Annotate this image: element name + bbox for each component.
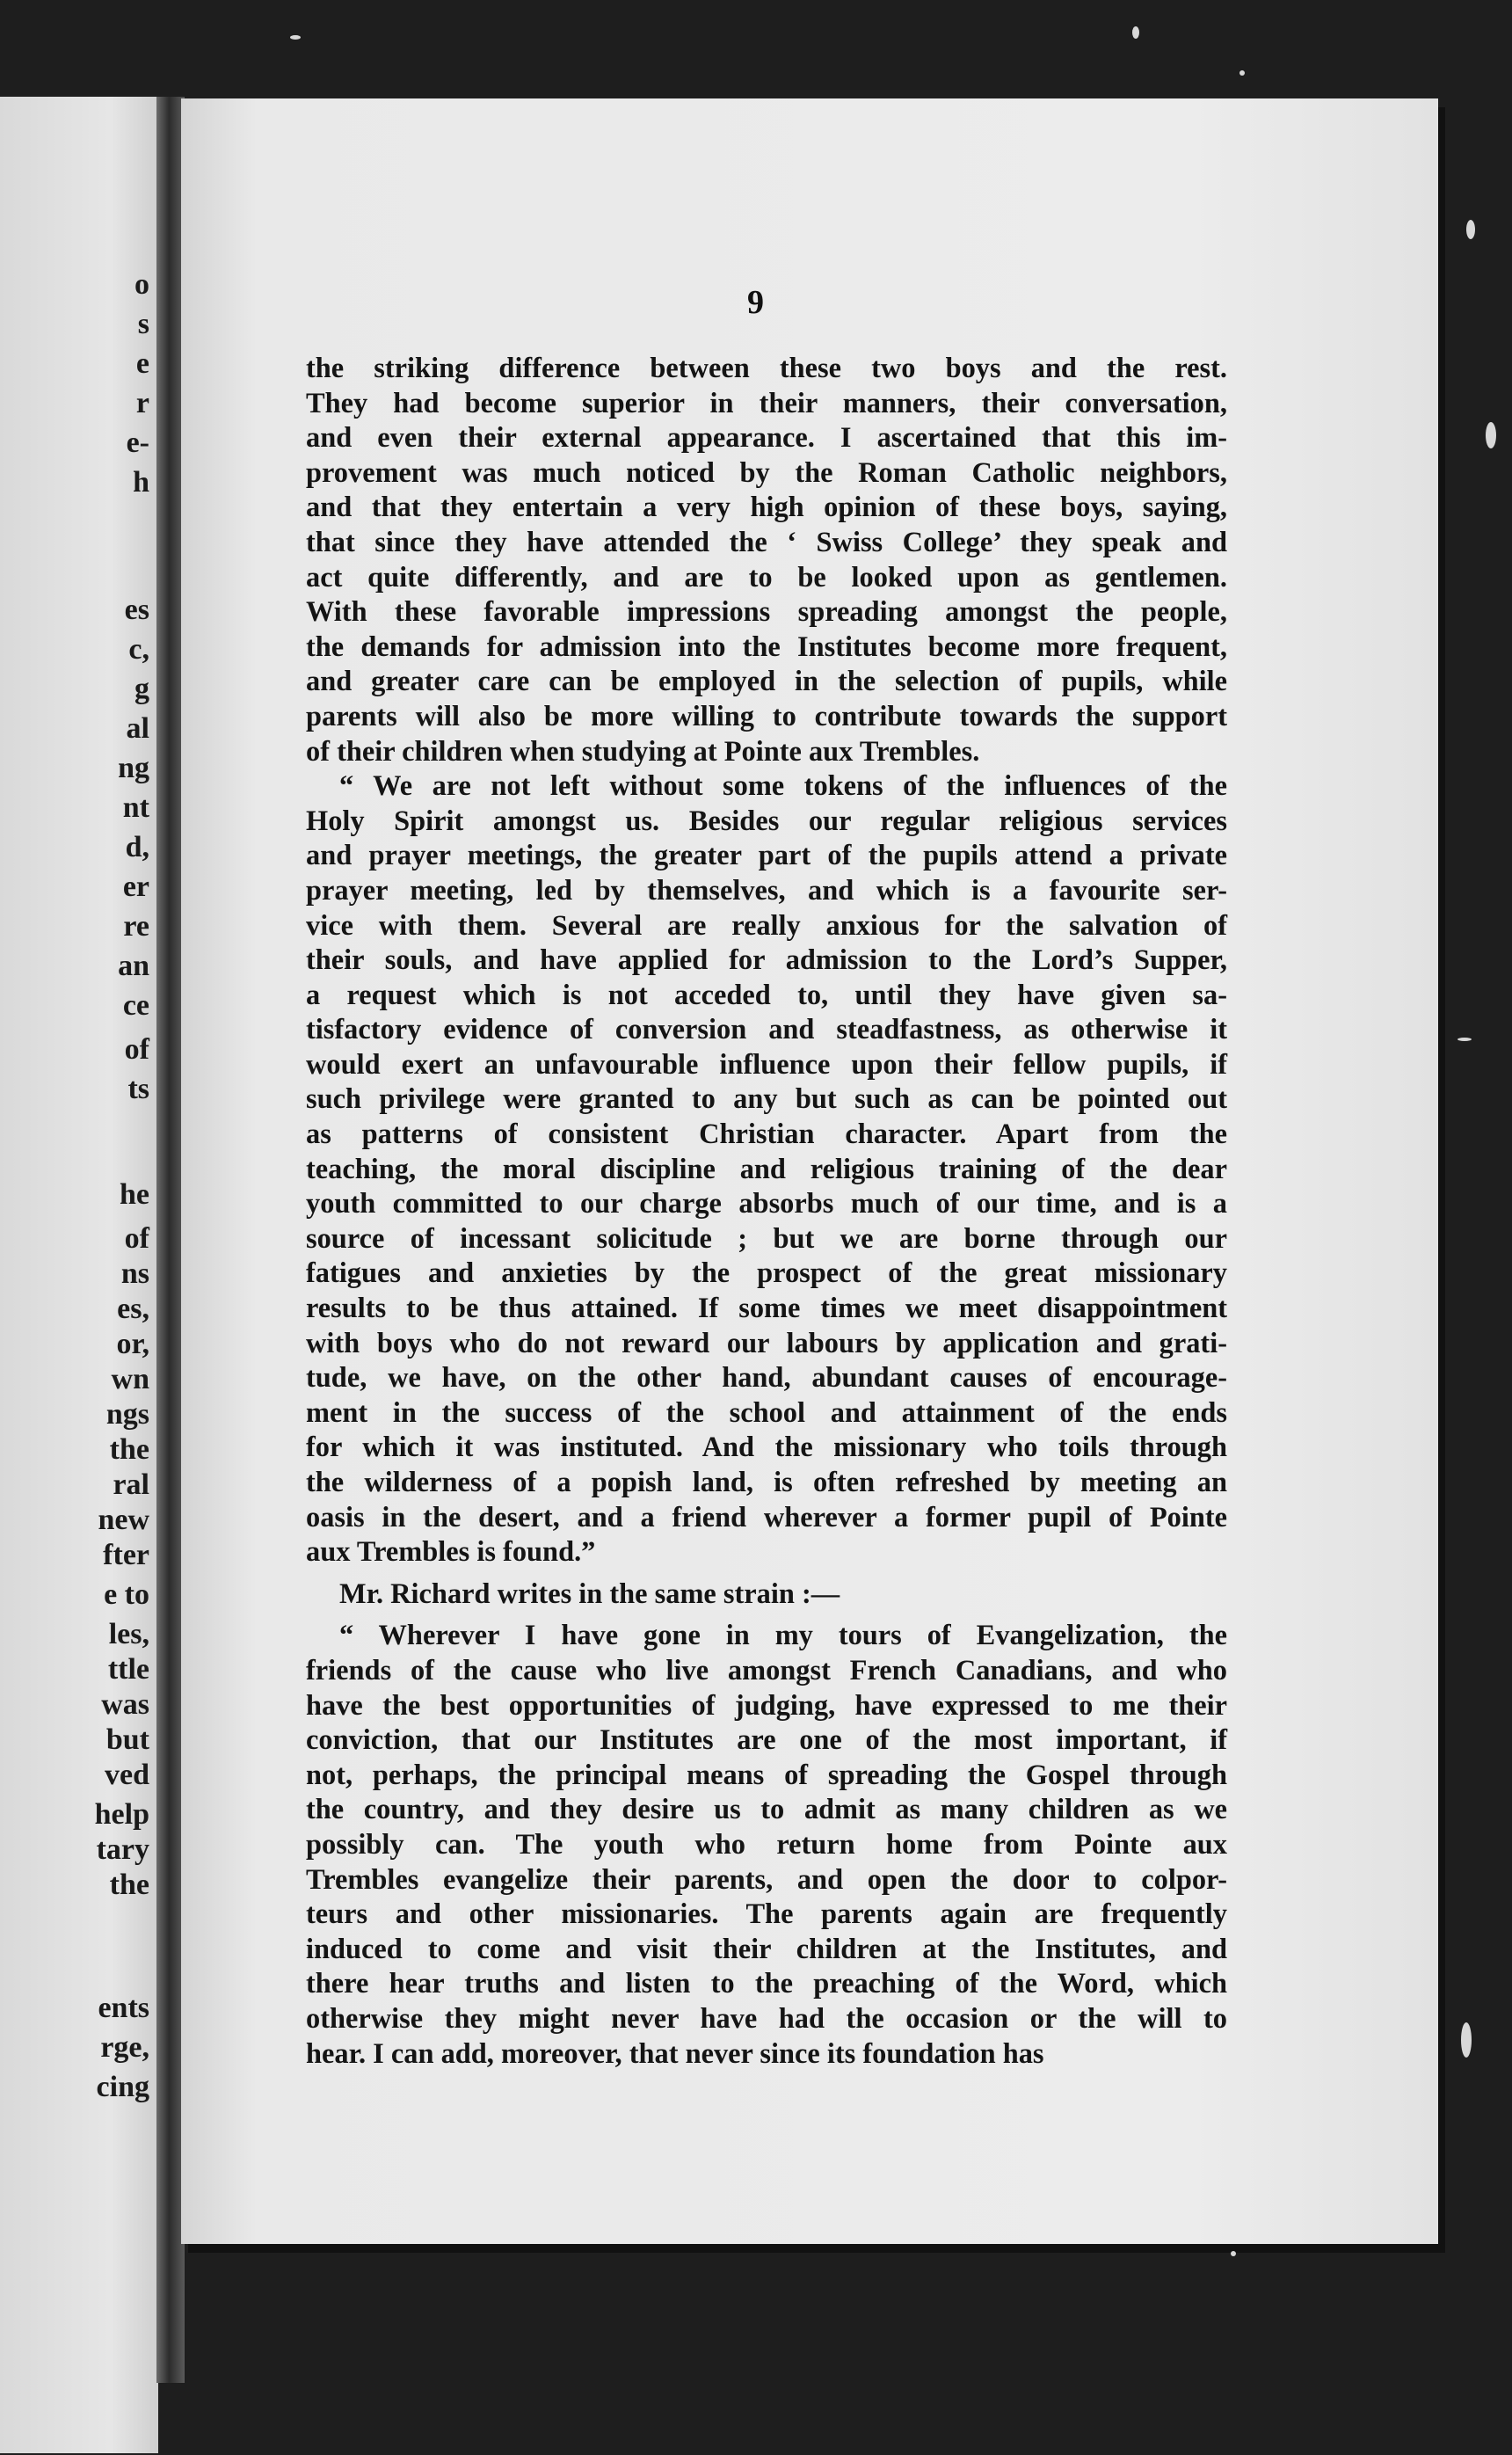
text-line: parents will also be more willing to contribute towards the support: [306, 700, 1227, 732]
text-line: not, perhaps, the principal means of spreading the Gospel through: [306, 1759, 1227, 1791]
facing-page-text-fragment: but: [105, 1723, 149, 1756]
text-line: fatigues and anxieties by the prospect of the great missionary: [306, 1257, 1227, 1290]
facing-page-text-fragment: cing: [96, 2071, 149, 2103]
facing-page-text-fragment: ns: [120, 1257, 149, 1290]
text-line: the country, and they desire us to admit as many children as we: [306, 1794, 1227, 1826]
text-line: the striking difference between these two boys and the rest.: [306, 353, 1227, 384]
text-line: conviction, that our Institutes are one of the most important, if: [306, 1724, 1227, 1757]
dust-speck: [1461, 2022, 1472, 2058]
page-body-text: [306, 352, 1227, 2072]
facing-page-text-fragment: ents: [98, 1992, 149, 2024]
dust-speck: [1239, 70, 1245, 76]
dust-speck: [1231, 2251, 1236, 2256]
facing-page-text-fragment: of: [124, 1033, 149, 1066]
text-line: and even their external appearance. I ascertained that this im-: [306, 422, 1227, 455]
facing-page-text-fragment: er: [122, 871, 149, 903]
facing-page-text-fragment: ng: [118, 752, 149, 784]
text-line: as patterns of consistent Christian character. Apart from the: [306, 1118, 1227, 1151]
text-line: ment in the success of the school and attainment of the ends: [306, 1396, 1227, 1429]
text-line: otherwise they might never have had the occasion or the will to: [306, 2002, 1227, 2035]
text-line: teurs and other missionaries. The parents again are frequently: [306, 1898, 1227, 1931]
text-line: such privilege were granted to any but such as can be pointed out: [306, 1083, 1227, 1116]
text-line: have the best opportunities of judging, have expressed to me their: [306, 1689, 1227, 1722]
facing-page-text-fragment: r: [135, 387, 149, 419]
facing-page-text-fragment: ttle: [107, 1653, 149, 1686]
facing-page-text-fragment: e: [135, 347, 149, 380]
facing-page-text-fragment: he: [120, 1178, 149, 1211]
text-line: youth committed to our charge absorbs much of our time, and is a: [306, 1188, 1227, 1220]
facing-page-text-fragment: ved: [105, 1759, 149, 1791]
facing-page-text-fragment: tary: [96, 1833, 149, 1866]
text-line: induced to come and visit their children at the Institutes, and: [306, 1933, 1227, 1965]
facing-page-text-fragment: s: [137, 308, 149, 340]
facing-page-text-fragment: c,: [128, 633, 149, 666]
dust-speck: [1132, 26, 1139, 39]
text-line: the wilderness of a popish land, is often refreshed by meeting an: [306, 1467, 1227, 1498]
facing-page-text-fragment: e-: [126, 426, 149, 459]
text-line: aux Trembles is found.”: [306, 1536, 596, 1569]
text-line: hear. I can add, moreover, that never since its foundation has: [306, 2037, 1044, 2070]
text-line: act quite differently, and are to be looked upon as gentlemen.: [306, 561, 1227, 594]
facing-page-text-fragment: of: [124, 1222, 149, 1255]
facing-page-text-fragment: nt: [122, 791, 149, 824]
text-line: tude, we have, on the other hand, abundant causes of encourage-: [306, 1362, 1227, 1395]
facing-page-text-fragment: d,: [125, 831, 149, 863]
facing-page-text-fragment: es: [124, 594, 149, 626]
facing-page-text-fragment: was: [101, 1688, 149, 1721]
text-line: They had become superior in their manners, their conversation,: [306, 387, 1227, 419]
text-line: the demands for admission into the Institutes become more frequent,: [306, 630, 1227, 663]
text-line: oasis in the desert, and a friend wherever a former pupil of Pointe: [306, 1501, 1227, 1533]
facing-page-edge: [0, 97, 158, 2453]
text-line: and prayer meetings, the greater part of the pupils attend a private: [306, 840, 1227, 872]
dust-speck: [290, 35, 301, 40]
text-line: for which it was instituted. And the missionary who toils through: [306, 1431, 1227, 1464]
facing-page-text-fragment: the: [109, 1433, 149, 1466]
facing-page-text-fragment: rge,: [100, 2031, 149, 2064]
text-line: there hear truths and listen to the preaching of the Word, which: [306, 1968, 1227, 2000]
facing-page-text-fragment: o: [134, 268, 149, 301]
facing-page-text-fragment: fter: [103, 1539, 149, 1571]
text-line: “ We are not left without some tokens of the influences of the: [339, 770, 1227, 803]
facing-page-text-fragment: the: [109, 1869, 149, 1901]
text-line: “ Wherever I have gone in my tours of Evangelization, the: [339, 1620, 1227, 1652]
facing-page-text-fragment: or,: [116, 1328, 149, 1360]
facing-page-text-fragment: h: [133, 466, 149, 499]
facing-page-text-fragment: g: [134, 673, 149, 705]
text-line: possibly can. The youth who return home from Pointe aux: [306, 1828, 1227, 1861]
text-line: tisfactory evidence of conversion and steadfastness, as otherwise it: [306, 1014, 1227, 1046]
text-line: results to be thus attained. If some times we meet disappointment: [306, 1293, 1227, 1325]
facing-page-text-fragment: wn: [111, 1363, 149, 1395]
facing-page-text-fragment: ral: [113, 1468, 149, 1501]
dust-speck: [1486, 422, 1496, 448]
facing-page-text-fragment: les,: [108, 1618, 149, 1650]
text-line: Holy Spirit amongst us. Besides our regular religious services: [306, 805, 1227, 837]
text-line: of their children when studying at Pointe aux Trembles.: [306, 735, 980, 768]
facing-page-text-fragment: e to: [104, 1578, 149, 1611]
text-line: With these favorable impressions spreading amongst the people,: [306, 596, 1227, 629]
text-line: and that they entertain a very high opinion of these boys, saying,: [306, 492, 1227, 524]
text-line: Trembles evangelize their parents, and open the door to colpor-: [306, 1863, 1227, 1896]
text-line: friends of the cause who live amongst French Canadians, and who: [306, 1654, 1227, 1686]
facing-page-text-fragment: ce: [122, 989, 149, 1022]
text-line: and greater care can be employed in the selection of pupils, while: [306, 666, 1227, 698]
text-line: prayer meeting, led by themselves, and which is a favourite ser-: [306, 874, 1227, 907]
text-line: their souls, and have applied for admission to the Lord’s Supper,: [306, 944, 1227, 977]
text-line: Mr. Richard writes in the same strain :—: [339, 1577, 840, 1610]
text-line: that since they have attended the ‘ Swiss College’ they speak and: [306, 526, 1227, 558]
facing-page-text-fragment: new: [98, 1504, 149, 1536]
facing-page-text-fragment: al: [126, 712, 149, 745]
text-line: source of incessant solicitude ; but we are borne through our: [306, 1222, 1227, 1255]
text-line: teaching, the moral discipline and religious training of the dear: [306, 1153, 1227, 1185]
dust-speck: [1466, 220, 1475, 239]
text-line: vice with them. Several are really anxious for the salvation of: [306, 909, 1227, 942]
facing-page-text-fragment: an: [118, 950, 149, 982]
text-line: with boys who do not reward our labours by application and grati-: [306, 1327, 1227, 1359]
text-line: provement was much noticed by the Roman Catholic neighbors,: [306, 456, 1227, 489]
page-number: 9: [747, 284, 764, 321]
facing-page-text-fragment: help: [94, 1798, 149, 1831]
text-line: a request which is not acceded to, until they have given sa-: [306, 979, 1227, 1011]
dust-speck: [1457, 1038, 1472, 1041]
facing-page-text-fragment: ngs: [105, 1398, 149, 1431]
facing-page-text-fragment: re: [123, 910, 149, 943]
facing-page-text-fragment: es,: [117, 1293, 149, 1325]
text-line: would exert an unfavourable influence upon their fellow pupils, if: [306, 1048, 1227, 1081]
facing-page-text-fragment: ts: [127, 1073, 149, 1105]
